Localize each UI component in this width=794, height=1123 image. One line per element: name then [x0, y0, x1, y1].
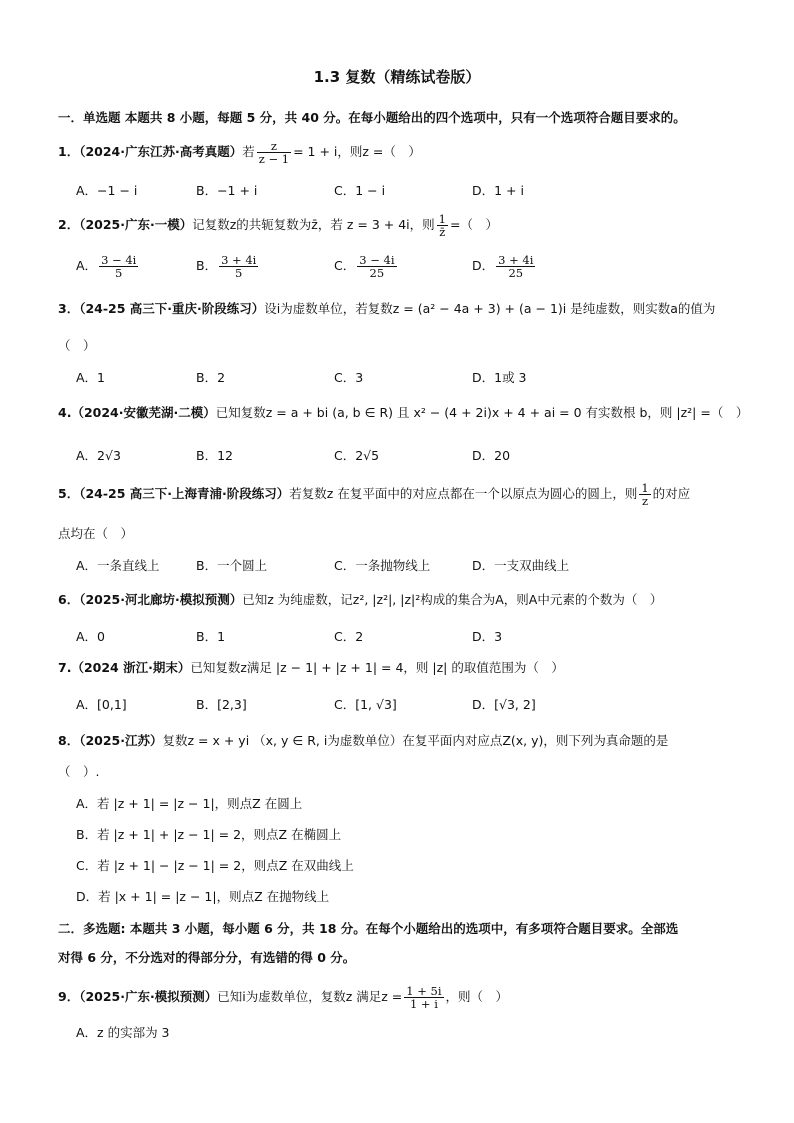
option-c: C．2√5 — [334, 448, 380, 463]
option-a: A．[0,1] — [76, 697, 127, 712]
question-source: （2024·广东江苏·高考真题） — [79, 144, 243, 160]
option-c: C．若 |z + 1| − |z − 1| = 2，则点Z 在双曲线上 — [76, 858, 354, 873]
question-number: 3． — [58, 301, 80, 316]
option-b: B．1 — [196, 629, 226, 644]
option-b: B．2 — [196, 370, 226, 385]
question-source: （2024·安徽芜湖·二模） — [71, 405, 216, 420]
option-b: B．12 — [196, 448, 233, 463]
question-text: 设i为虚数单位，若复数z = (a² − 4a + 3) + (a − 1)i 是纯虚数，则实数a的值为 — [264, 301, 716, 316]
page-title: 1.3 复数（精练试卷版） — [313, 68, 481, 86]
question-text: 已知复数z满足 |z − 1| + |z + 1| = 4，则 |z| 的取值范围为（ ） — [190, 660, 564, 675]
fraction: $\frac{1}{z̄}$ — [438, 212, 446, 240]
question-source: （24-25 高三下·重庆·阶段练习） — [79, 301, 265, 316]
question-source: （2025·广东·一模） — [79, 217, 193, 233]
question-source: （2025·江苏） — [79, 733, 163, 748]
question-text: 已知复数z = a + bi (a, b ∈ R) 且 x² − (4 + 2i)x + 4 + ai = 0 有实数根 b，则 |z²| =（ ） — [215, 405, 749, 420]
option-b: B． $\frac{3 + 4i}{5}$ — [196, 253, 257, 281]
question-7 — [58, 658, 564, 676]
question-text: 若 — [242, 144, 255, 160]
question-text: 已知z 为纯虚数，记z², |z²|, |z|²构成的集合为A，则A中元素的个数为（ ） — [242, 592, 663, 607]
option-c: C．3 — [334, 370, 364, 385]
option-a: A．z 的实部为 3 — [76, 1025, 170, 1040]
option-b: B．若 |z + 1| + |z − 1| = 2，则点Z 在椭圆上 — [76, 827, 342, 842]
option-a: A． $\frac{3 - 4i}{5}$ — [76, 253, 137, 281]
option-d: D．20 — [472, 448, 511, 463]
question-number: 4. — [58, 405, 72, 420]
option-a: A．2√3 — [76, 448, 121, 463]
question-number: 5． — [58, 486, 80, 502]
option-a: A．−1 − i — [76, 183, 138, 198]
option-c: C．2 — [334, 629, 364, 644]
option-c: C．一条抛物线上 — [334, 558, 431, 573]
option-c: C． $\frac{3 - 4i}{25}$ — [334, 253, 395, 281]
question-number: 2． — [58, 217, 80, 233]
question-source: （2025·广东·模拟预测） — [79, 989, 218, 1005]
option-a: A．0 — [76, 629, 106, 644]
option-c: C．[1, √3] — [334, 697, 397, 712]
section-single-choice-heading: 一．单选题 本题共 8 小题，每题 5 分，共 40 分。在每小题给出的四个选项中，只有一个选项符合题目要求的。 — [58, 110, 686, 125]
question-text: 复数z = x + yi （x, y ∈ R, i为虚数单位）在复平面内对应点Z(x, y)，则下列为真命题的是 — [162, 733, 669, 748]
question-number: 9． — [58, 989, 80, 1005]
question-source: （2024 浙江·期末） — [71, 660, 191, 675]
question-5-line2: 点均在（ ） — [58, 526, 134, 541]
question-8-line2: （ ）. — [58, 764, 100, 779]
option-d: D．若 |x + 1| = |z − 1|，则点Z 在抛物线上 — [76, 889, 330, 904]
question-text: 记复数z的共轭复数为z̄，若 z = 3 + 4i，则 — [192, 217, 435, 233]
option-b: B．−1 + i — [196, 183, 258, 198]
question-source: （2025·河北廊坊·模拟预测） — [79, 592, 243, 607]
question-2 — [58, 213, 498, 238]
option-a: A．1 — [76, 370, 106, 385]
option-d: D．[√3, 2] — [472, 697, 536, 712]
question-text-end: =（ ） — [449, 217, 498, 233]
option-d: D．1 + i — [472, 183, 524, 198]
option-b: B．一个圆上 — [196, 558, 268, 573]
question-9 — [58, 985, 508, 1010]
question-5 — [58, 482, 690, 507]
option-c: C．1 − i — [334, 183, 386, 198]
fraction: $\frac{z}{z - 1}$ — [258, 139, 290, 167]
question-text-end: = 1 + i，则z =（ ） — [293, 144, 421, 160]
section-multi-choice-heading: 二．多选题: 本题共 3 小题，每小题 6 分，共 18 分。在每个小题给出的选项中，有多项符合题目要求。全部选 — [58, 921, 679, 936]
option-d: D． $\frac{3 + 4i}{25}$ — [472, 253, 534, 281]
question-text-end: ，则（ ） — [445, 989, 509, 1005]
section-multi-choice-heading-line2: 对得 6 分，不分选对的得部分分，有选错的得 0 分。 — [58, 950, 356, 965]
question-number: 6． — [58, 592, 80, 607]
question-text: 已知i为虚数单位，复数z 满足z = — [217, 989, 403, 1005]
fraction: $\frac{1 + 5i}{1 + i}$ — [406, 984, 442, 1012]
question-number: 1． — [58, 144, 80, 160]
option-d: D．一支双曲线上 — [472, 558, 570, 573]
option-d: D．1或 3 — [472, 370, 527, 385]
option-b: B．[2,3] — [196, 697, 247, 712]
question-4 — [58, 403, 748, 421]
question-text: 若复数z 在复平面中的对应点都在一个以原点为圆心的圆上，则 — [289, 486, 638, 502]
question-3 — [58, 299, 715, 317]
question-text-end: 的对应 — [652, 486, 691, 502]
option-a: A．一条直线上 — [76, 558, 160, 573]
question-source: （24-25 高三下·上海青浦·阶段练习） — [79, 486, 290, 502]
question-number: 7. — [58, 660, 72, 675]
question-6 — [58, 590, 662, 608]
option-a: A．若 |z + 1| = |z − 1|，则点Z 在圆上 — [76, 796, 303, 811]
question-number: 8． — [58, 733, 80, 748]
fraction: $\frac{1}{z}$ — [641, 481, 649, 509]
question-1 — [58, 140, 421, 165]
question-8 — [58, 731, 668, 749]
option-d: D．3 — [472, 629, 503, 644]
answer-blank: （ ） — [58, 338, 96, 353]
